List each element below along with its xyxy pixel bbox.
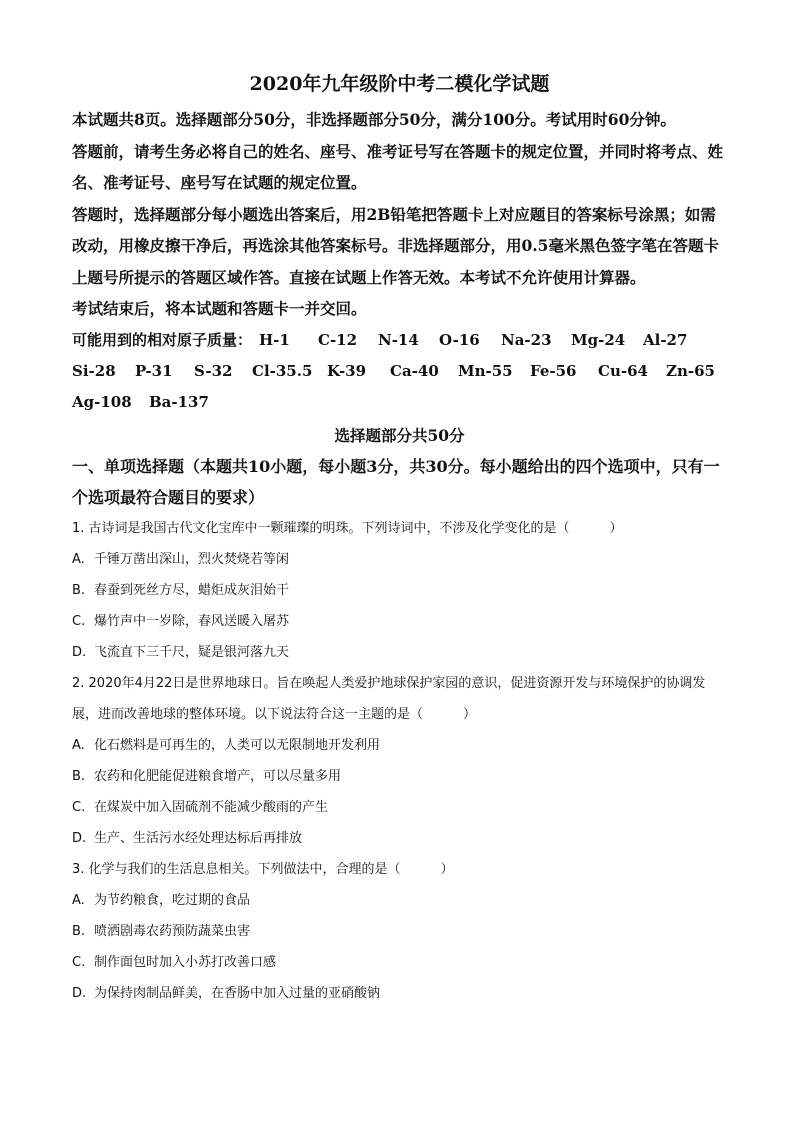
- option-letter: B.: [72, 768, 86, 784]
- atomic-mass-item: Zn-65: [666, 361, 715, 380]
- question-option: [72, 606, 727, 637]
- atomic-mass-item: H-1: [259, 330, 290, 349]
- question-option: [72, 916, 727, 947]
- exam-page: [72, 70, 727, 1009]
- atomic-mass-item: Na-23: [501, 330, 552, 349]
- question-close: ）: [440, 861, 454, 877]
- atomic-mass-item: P-31: [135, 361, 173, 380]
- atomic-mass-item: Cu-64: [598, 361, 648, 380]
- question-option: [72, 792, 727, 823]
- atomic-mass-item: Si-28: [72, 361, 116, 380]
- question: [72, 513, 727, 668]
- question-option: [72, 544, 727, 575]
- question-option: [72, 885, 727, 916]
- question-stem: [72, 668, 727, 730]
- question: [72, 854, 727, 1009]
- option-letter: C.: [72, 613, 86, 629]
- question: [72, 668, 727, 854]
- atomic-mass-label: 可能用到的相对原子质量：: [72, 330, 253, 349]
- option-text: 喷洒剧毒农药预防蔬菜虫害: [94, 923, 251, 939]
- option-letter: B.: [72, 582, 86, 598]
- atomic-mass-item: Fe-56: [530, 361, 577, 380]
- atomic-mass-item: C-12: [318, 330, 358, 349]
- option-letter: A.: [72, 737, 85, 753]
- question-option: [72, 575, 727, 606]
- section-heading: 选择题部分共50分: [334, 425, 465, 445]
- option-text: 春蚕到死丝方尽，蜡炬成灰泪始干: [94, 582, 290, 598]
- question-close: ）: [609, 520, 623, 536]
- exam-title: 2020年九年级阶中考二模化学试题: [249, 73, 550, 95]
- question-option: [72, 761, 727, 792]
- option-text: 为节约粮食，吃过期的食品: [94, 892, 251, 908]
- option-letter: D.: [72, 985, 87, 1001]
- atomic-mass-row: [72, 387, 727, 418]
- instruction-paragraph: 考试结束后，将本试题和答题卡一并交回。: [72, 299, 367, 318]
- atomic-mass-item: N-14: [378, 330, 419, 349]
- option-letter: A.: [72, 892, 85, 908]
- question-option: [72, 978, 727, 1009]
- question-option: [72, 637, 727, 668]
- question-option: [72, 730, 727, 761]
- option-letter: D.: [72, 830, 87, 846]
- option-letter: A.: [72, 551, 85, 567]
- atomic-mass-item: Ag-108: [72, 392, 132, 411]
- option-letter: D.: [72, 644, 87, 660]
- atomic-mass-item: K-39: [327, 361, 367, 380]
- atomic-mass-item: Ba-137: [149, 392, 209, 411]
- option-text: 飞流直下三千尺，疑是银河落九天: [94, 644, 290, 660]
- atomic-mass-item: Cl-35.5: [252, 361, 313, 380]
- atomic-mass-item: Al-27: [643, 330, 688, 349]
- option-text: 为保持肉制品鲜美，在香肠中加入过量的亚硝酸钠: [94, 985, 381, 1001]
- question-text: 1. 古诗词是我国古代文化宝库中一颗璀璨的明珠。下列诗词中，不涉及化学变化的是（: [72, 520, 570, 536]
- option-letter: B.: [72, 923, 86, 939]
- option-text: 在煤炭中加入固硫剂不能减少酸雨的产生: [94, 799, 329, 815]
- atomic-mass-item: Ca-40: [390, 361, 439, 380]
- question-close: ）: [463, 706, 477, 722]
- question-stem: [72, 854, 727, 885]
- option-text: 农药和化肥能促进粮食增产，可以尽量多用: [94, 768, 342, 784]
- part-heading: 一、单项选择题（本题共10小题，每小题3分，共30分。每小题给出的四个选项中，只有一个选项最符合题目的要求）: [72, 456, 720, 507]
- option-text: 制作面包时加入小苏打改善口感: [94, 954, 277, 970]
- atomic-mass-item: Mn-55: [458, 361, 513, 380]
- option-letter: C.: [72, 954, 86, 970]
- instruction-paragraph: 答题前，请考生务必将自己的姓名、座号、准考证号写在答题卡的规定位置，并同时将考点、姓名、准考证号、座号写在试题的规定位置。: [72, 141, 724, 192]
- atomic-masses: [72, 325, 727, 418]
- question-option: [72, 823, 727, 854]
- instruction-paragraph: 答题时，选择题部分每小题选出答案后，用2B铅笔把答题卡上对应题目的答案标号涂黑；如需改动，用橡皮擦干净后，再选涂其他答案标号。非选择题部分，用0.5毫米黑色签字笔在答题卡上题号所提示的答题区域作答。直接在试题上作答无效。本考试不允许使用计算器。: [72, 204, 719, 287]
- option-text: 化石燃料是可再生的，人类可以无限制地开发利用: [94, 737, 381, 753]
- atomic-mass-item: Mg-24: [571, 330, 626, 349]
- option-text: 爆竹声中一岁除，春风送暖入屠苏: [94, 613, 290, 629]
- atomic-mass-row: [72, 356, 727, 387]
- question-text: 2. 2020年4月22日是世界地球日。旨在唤起人类爱护地球保护家园的意识，促进资源开发与环境保护的协调发展，进而改善地球的整体环境。以下说法符合这一主题的是（: [72, 675, 706, 722]
- atomic-mass-item: S-32: [194, 361, 233, 380]
- question-text: 3. 化学与我们的生活息息相关。下列做法中，合理的是（: [72, 861, 401, 877]
- question-option: [72, 947, 727, 978]
- instructions: [72, 104, 727, 325]
- atomic-mass-row: [72, 325, 727, 356]
- question-stem: [72, 513, 727, 544]
- option-text: 生产、生活污水经处理达标后再排放: [94, 830, 303, 846]
- option-letter: C.: [72, 799, 86, 815]
- option-text: 千锤万凿出深山，烈火焚烧若等闲: [94, 551, 290, 567]
- atomic-mass-item: O-16: [439, 330, 480, 349]
- instruction-paragraph: 本试题共8页。选择题部分50分，非选择题部分50分，满分100分。考试用时60分钟。: [72, 110, 676, 129]
